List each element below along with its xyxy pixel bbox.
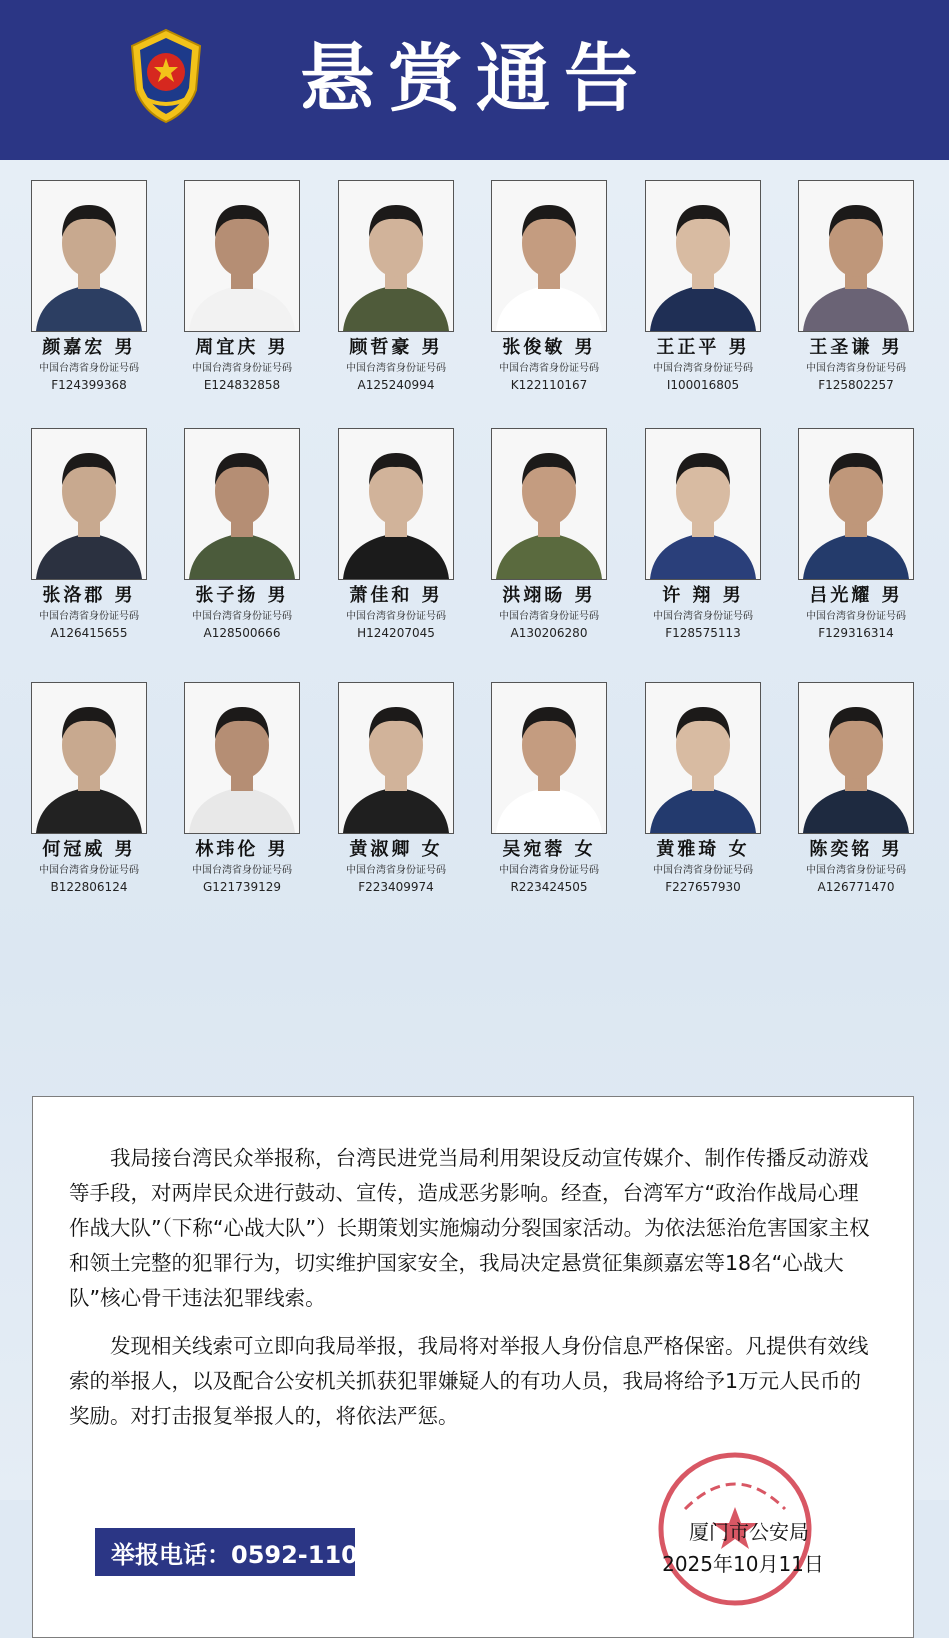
header-banner [0, 0, 949, 160]
person-photo [338, 682, 454, 834]
id-label: 中国台湾省身份证号码 [653, 611, 753, 622]
person-photo [491, 682, 607, 834]
id-label: 中国台湾省身份证号码 [499, 865, 599, 876]
person-name: 许 翔 男 [662, 585, 744, 606]
id-label: 中国台湾省身份证号码 [39, 611, 139, 622]
id-number: A128500666 [203, 626, 281, 640]
id-number: A130206280 [510, 626, 588, 640]
id-label: 中国台湾省身份证号码 [653, 363, 753, 374]
wanted-person-card [19, 180, 159, 394]
wanted-person-card [326, 682, 466, 896]
id-number: A125240994 [357, 378, 435, 392]
person-name: 黄雅琦 女 [656, 839, 750, 860]
person-name: 张俊敏 男 [502, 337, 596, 358]
person-photo [645, 682, 761, 834]
wanted-person-card [326, 180, 466, 394]
id-number: I100016805 [666, 378, 740, 392]
id-label: 中国台湾省身份证号码 [192, 865, 292, 876]
id-number: A126415655 [50, 626, 128, 640]
wanted-person-card [479, 180, 619, 394]
person-photo [31, 428, 147, 580]
id-label: 中国台湾省身份证号码 [806, 865, 906, 876]
person-name: 何冠威 男 [42, 839, 136, 860]
id-label: 中国台湾省身份证号码 [346, 611, 446, 622]
person-photo [645, 180, 761, 332]
id-label: 中国台湾省身份证号码 [192, 363, 292, 374]
id-number: F128575113 [665, 626, 741, 640]
id-label: 中国台湾省身份证号码 [39, 363, 139, 374]
wanted-person-card [479, 682, 619, 896]
page-title: 悬赏通告 [300, 36, 652, 122]
notice-paragraph-2: 发现相关线索可立即向我局举报，我局将对举报人身份信息严格保密。凡提供有效线索的举报人，以及配合公安机关抓获犯罪嫌疑人的有功人员，我局将给予1万元人民币的奖励。对打击报复举报人的，将依法严惩。 [69, 1334, 869, 1428]
issue-date: 2025年10月11日 [662, 1552, 824, 1576]
wanted-person-card [19, 682, 159, 896]
person-photo [798, 682, 914, 834]
person-name: 陈奕铭 男 [809, 839, 903, 860]
wanted-person-card [19, 428, 159, 642]
wanted-person-card [786, 428, 926, 642]
person-name: 黄淑卿 女 [349, 839, 443, 860]
person-photo [645, 428, 761, 580]
id-label: 中国台湾省身份证号码 [346, 363, 446, 374]
wanted-person-card [633, 682, 773, 896]
id-number: H124207045 [357, 626, 435, 640]
id-number: A126771470 [817, 880, 895, 894]
id-label: 中国台湾省身份证号码 [192, 611, 292, 622]
id-number: E124832858 [203, 378, 281, 392]
person-photo [184, 180, 300, 332]
notice-box [32, 1096, 914, 1638]
person-name: 萧佳和 男 [349, 585, 443, 606]
id-label: 中国台湾省身份证号码 [653, 865, 753, 876]
person-photo [798, 180, 914, 332]
id-number: K122110167 [510, 378, 588, 392]
person-name: 王圣谦 男 [809, 337, 903, 358]
wanted-person-card [633, 428, 773, 642]
wanted-person-card [172, 682, 312, 896]
id-number: F124399368 [51, 378, 127, 392]
wanted-person-card [479, 428, 619, 642]
person-name: 吕光耀 男 [809, 585, 903, 606]
id-label: 中国台湾省身份证号码 [499, 611, 599, 622]
notice-paragraph-1: 我局接台湾民众举报称，台湾民进党当局利用架设反动宣传媒介、制作传播反动游戏等手段，对两岸民众进行鼓动、宣传，造成恶劣影响。经查，台湾军方“政治作战局心理作战大队”（下称“心战大队”）长期策划实施煽动分裂国家活动。为依法惩治危害国家主权和领土完整的犯罪行为，切实维护国家安全，我局决定悬赏征集颜嘉宏等18名“心战大队”核心骨干违法犯罪线索。 [69, 1146, 870, 1310]
person-name: 吴宛蓉 女 [502, 839, 596, 860]
person-photo [31, 180, 147, 332]
report-phone-text: 举报电话：0592-110 [111, 1540, 358, 1569]
wanted-grid [0, 160, 949, 1090]
person-photo [491, 428, 607, 580]
id-label: 中国台湾省身份证号码 [806, 611, 906, 622]
id-number: B122806124 [50, 880, 128, 894]
person-name: 洪翊旸 男 [502, 585, 596, 606]
police-emblem-icon [128, 28, 204, 124]
person-photo [31, 682, 147, 834]
person-photo [338, 180, 454, 332]
person-photo [184, 682, 300, 834]
id-label: 中国台湾省身份证号码 [39, 865, 139, 876]
report-phone-banner [95, 1528, 358, 1576]
id-number: R223424505 [510, 880, 588, 894]
person-name: 张洛郡 男 [42, 585, 136, 606]
person-name: 林玮伦 男 [195, 839, 289, 860]
id-label: 中国台湾省身份证号码 [499, 363, 599, 374]
id-number: G121739129 [202, 880, 281, 894]
id-number: F125802257 [818, 378, 894, 392]
id-number: F129316314 [818, 626, 894, 640]
person-photo [491, 180, 607, 332]
person-name: 颜嘉宏 男 [42, 337, 136, 358]
person-photo [798, 428, 914, 580]
id-number: F227657930 [665, 880, 741, 894]
id-label: 中国台湾省身份证号码 [346, 865, 446, 876]
wanted-person-card [172, 428, 312, 642]
content-panel [0, 160, 949, 1576]
person-name: 张子扬 男 [195, 585, 289, 606]
issuer-name: 厦门市公安局 [689, 1520, 809, 1544]
wanted-person-card [786, 682, 926, 896]
person-name: 周宜庆 男 [195, 337, 289, 358]
id-label: 中国台湾省身份证号码 [806, 363, 906, 374]
wanted-person-card [633, 180, 773, 394]
person-photo [184, 428, 300, 580]
wanted-person-card [172, 180, 312, 394]
person-photo [338, 428, 454, 580]
wanted-person-card [786, 180, 926, 394]
wanted-person-card [326, 428, 466, 642]
person-name: 王正平 男 [656, 337, 750, 358]
person-name: 顾哲豪 男 [349, 337, 443, 358]
id-number: F223409974 [358, 880, 434, 894]
